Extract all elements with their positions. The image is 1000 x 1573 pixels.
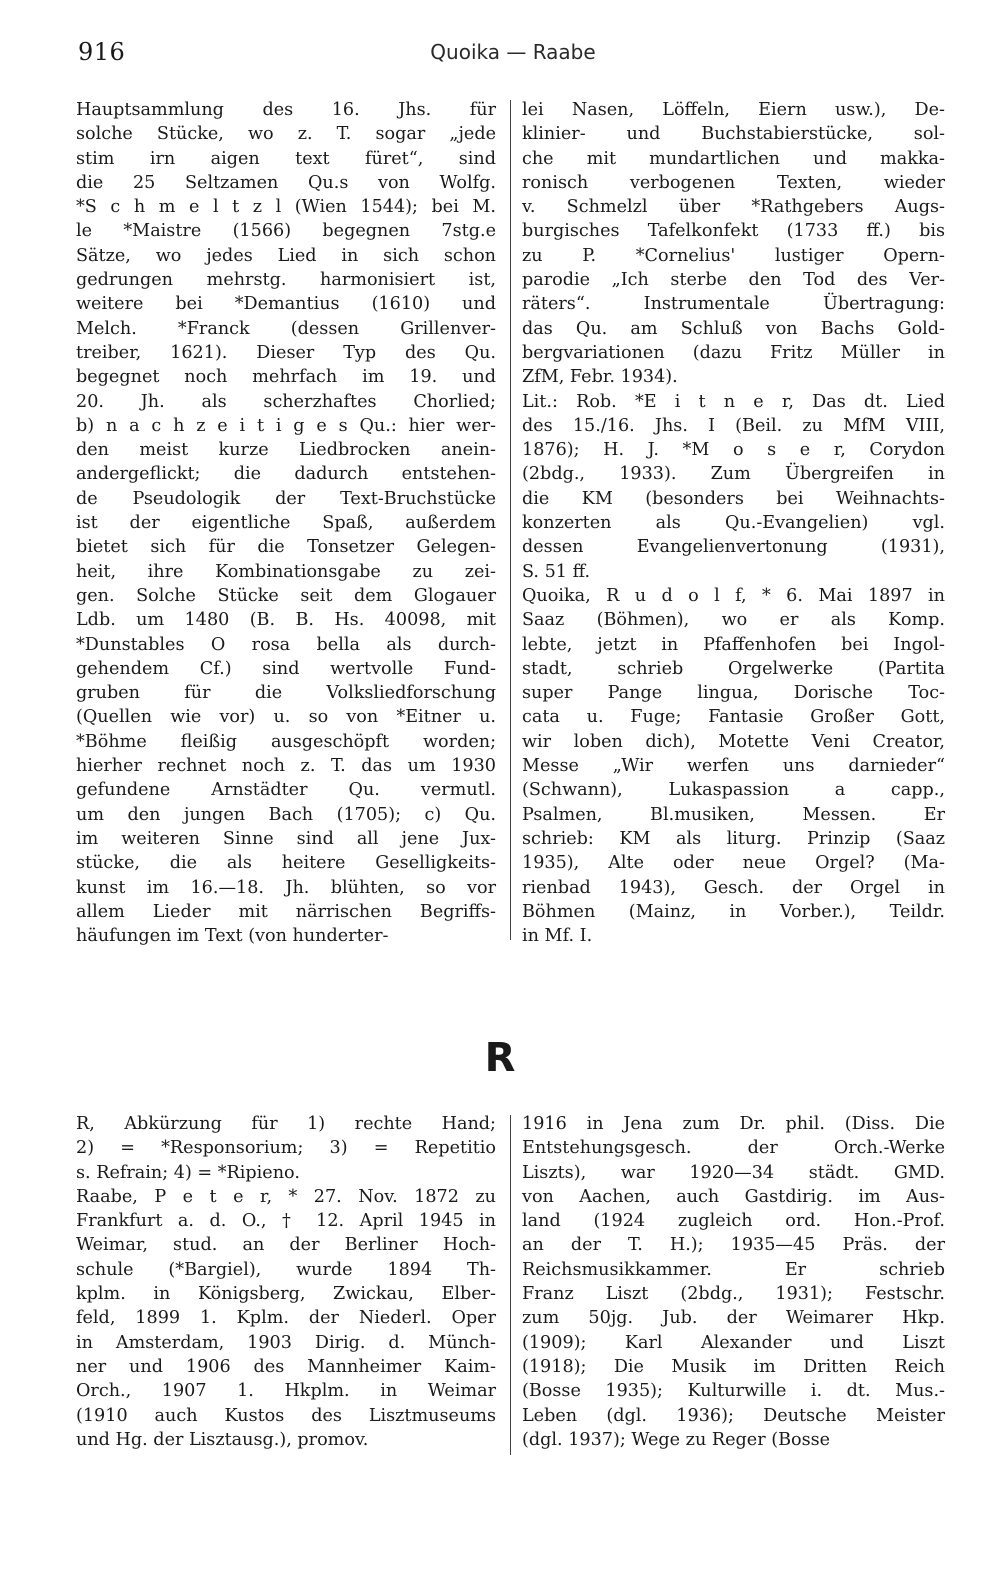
text-line: Entstehungsgesch. der Orch.-Werke bbox=[522, 1138, 945, 1159]
text-line: ist der eigentliche Spaß, außerdem bbox=[76, 513, 496, 534]
text-line: das Qu. am Schluß von Bachs Gold- bbox=[522, 318, 945, 339]
text-line: *S c h m e l t z l (Wien 1544); bei M. bbox=[76, 197, 496, 218]
text-line: Liszts), war 1920—34 städt. GMD. bbox=[522, 1162, 945, 1183]
text-line: dessen Evangelienvertonung (1931), bbox=[522, 537, 945, 558]
text-line: bietet sich für die Tonsetzer Gelegen- bbox=[76, 537, 496, 558]
text-line: ronisch verbogenen Texten, wieder bbox=[522, 172, 945, 193]
text-line: burgisches Tafelkonfekt (1733 ff.) bis bbox=[522, 221, 945, 242]
text-line: (Quellen wie vor) u. so von *Eitner u. bbox=[76, 707, 496, 728]
section-letter: R bbox=[484, 1035, 516, 1081]
text-line: S. 51 ff. bbox=[522, 561, 591, 582]
text-line: (1910 auch Kustos des Lisztmuseums bbox=[76, 1405, 496, 1426]
text-line: allem Lieder mit närrischen Begriffs- bbox=[76, 901, 496, 922]
text-line: gehendem Cf.) sind wertvolle Fund- bbox=[76, 658, 496, 679]
text-line: zum 50jg. Jub. der Weimarer Hkp. bbox=[522, 1308, 945, 1329]
text-line: Saaz (Böhmen), wo er als Komp. bbox=[522, 610, 945, 631]
text-line: Psalmen, Bl.musiken, Messen. Er bbox=[522, 804, 945, 825]
text-line: 2) = *Responsorium; 3) = Repetitio bbox=[76, 1138, 496, 1159]
text-line: parodie „Ich sterbe den Tod des Ver- bbox=[522, 270, 945, 291]
text-line: stadt, schrieb Orgelwerke (Partita bbox=[522, 658, 945, 679]
text-line: Melch. *Franck (dessen Grillenver- bbox=[76, 318, 496, 339]
page-header bbox=[78, 38, 948, 72]
column-bottom-right bbox=[522, 1112, 945, 1452]
text-line: s. Refrain; 4) = *Ripieno. bbox=[76, 1162, 300, 1183]
text-line: (dgl. 1937); Wege zu Reger (Bosse bbox=[522, 1429, 831, 1450]
text-line: schrieb: KM als liturg. Prinzip (Saaz bbox=[522, 828, 945, 849]
text-line: b) n a c h z e i t i g e s Qu.: hier wer- bbox=[76, 415, 496, 436]
text-line: Ldb. um 1480 (B. B. Hs. 40098, mit bbox=[76, 610, 496, 631]
text-line: super Pange lingua, Dorische Toc- bbox=[522, 683, 945, 704]
text-line: um den jungen Bach (1705); c) Qu. bbox=[76, 804, 496, 825]
text-line: (Bosse 1935); Kulturwille i. dt. Mus.- bbox=[522, 1381, 945, 1402]
text-line: treiber, 1621). Dieser Typ des Qu. bbox=[76, 342, 496, 363]
text-line: kplm. in Königsberg, Zwickau, Elber- bbox=[76, 1284, 496, 1305]
text-line: konzerten als Qu.-Evangelien) vgl. bbox=[522, 513, 945, 534]
text-line: Raabe, P e t e r, * 27. Nov. 1872 zu bbox=[76, 1186, 496, 1207]
text-line: Weimar, stud. an der Berliner Hoch- bbox=[76, 1235, 496, 1256]
text-line: *Böhme fleißig ausgeschöpft worden; bbox=[76, 731, 496, 752]
text-line: Franz Liszt (2bdg., 1931); Festschr. bbox=[522, 1284, 945, 1305]
column-divider-top bbox=[510, 100, 511, 940]
text-line: des 15./16. Jhs. I (Beil. zu MfM VIII, bbox=[522, 415, 945, 436]
text-line: solche Stücke, wo z. T. sogar „jede bbox=[76, 124, 496, 145]
text-line: Sätze, wo jedes Lied in sich schon bbox=[76, 245, 496, 266]
text-line: häufungen im Text (von hunderter- bbox=[76, 926, 389, 947]
text-line: an der T. H.); 1935—45 Präs. der bbox=[522, 1235, 945, 1256]
text-line: schule (*Bargiel), wurde 1894 Th- bbox=[76, 1259, 496, 1280]
text-line: Hauptsammlung des 16. Jhs. für bbox=[76, 100, 496, 120]
text-line: andergeflickt; die dadurch entstehen- bbox=[76, 464, 496, 485]
text-line: stim irn aigen text füret“, sind bbox=[76, 148, 496, 169]
text-line: (Schwann), Lukaspassion a capp., bbox=[522, 780, 945, 801]
text-line: (2bdg., 1933). Zum Übergreifen in bbox=[522, 464, 945, 485]
text-line: zu P. *Cornelius' lustiger Opern- bbox=[522, 245, 945, 266]
text-line: 1916 in Jena zum Dr. phil. (Diss. Die bbox=[522, 1114, 945, 1134]
text-line: R, Abkürzung für 1) rechte Hand; bbox=[76, 1114, 496, 1134]
text-line: begegnet noch mehrfach im 19. und bbox=[76, 367, 496, 388]
text-line: den meist kurze Liedbrocken anein- bbox=[76, 440, 496, 461]
running-head: Quoika — Raabe bbox=[430, 40, 596, 64]
text-line: kunst im 16.—18. Jh. blühten, so vor bbox=[76, 877, 496, 898]
text-line: von Aachen, auch Gastdirig. im Aus- bbox=[522, 1186, 945, 1207]
text-line: die KM (besonders bei Weihnachts- bbox=[522, 488, 945, 509]
text-line: klinier- und Buchstabierstücke, sol- bbox=[522, 124, 945, 145]
text-line: 1935), Alte oder neue Orgel? (Ma- bbox=[522, 853, 945, 874]
text-line: le *Maistre (1566) begegnen 7stg.e bbox=[76, 221, 496, 242]
text-line: lei Nasen, Löffeln, Eiern usw.), De- bbox=[522, 100, 945, 120]
text-line: wir loben dich), Motette Veni Creator, bbox=[522, 731, 945, 752]
text-line: gedrungen mehrstg. harmonisiert ist, bbox=[76, 270, 496, 291]
text-line: die 25 Seltzamen Qu.s von Wolfg. bbox=[76, 172, 496, 193]
text-line: che mit mundartlichen und makka- bbox=[522, 148, 945, 169]
text-line: 1876); H. J. *M o s e r, Corydon bbox=[522, 440, 945, 461]
text-line: Böhmen (Mainz, in Vorber.), Teildr. bbox=[522, 901, 945, 922]
column-bottom-left bbox=[76, 1112, 496, 1452]
text-line: in Mf. I. bbox=[522, 926, 593, 947]
text-line: heit, ihre Kombinationsgabe zu zei- bbox=[76, 561, 496, 582]
text-line: räters“. Instrumentale Übertragung: bbox=[522, 294, 945, 315]
text-line: 20. Jh. als scherzhaftes Chorlied; bbox=[76, 391, 496, 412]
text-line: (1918); Die Musik im Dritten Reich bbox=[522, 1356, 945, 1377]
text-line: gruben für die Volksliedforschung bbox=[76, 683, 496, 704]
page-number: 916 bbox=[78, 38, 126, 66]
text-line: Lit.: Rob. *E i t n e r, Das dt. Lied bbox=[522, 391, 945, 412]
text-line: cata u. Fuge; Fantasie Großer Gott, bbox=[522, 707, 945, 728]
text-line: und Hg. der Lisztausg.), promov. bbox=[76, 1429, 369, 1450]
text-line: Messe „Wir werfen uns darnieder“ bbox=[522, 756, 945, 777]
text-line: gen. Solche Stücke seit dem Glogauer bbox=[76, 585, 496, 606]
text-line: Leben (dgl. 1936); Deutsche Meister bbox=[522, 1405, 945, 1426]
text-line: *Dunstables O rosa bella als durch- bbox=[76, 634, 496, 655]
text-line: v. Schmelzl über *Rathgebers Augs- bbox=[522, 197, 945, 218]
text-line: de Pseudologik der Text-Bruchstücke bbox=[76, 488, 496, 509]
text-line: gefundene Arnstädter Qu. vermutl. bbox=[76, 780, 496, 801]
text-line: stücke, die als heitere Geselligkeits- bbox=[76, 853, 496, 874]
text-line: im weiteren Sinne sind all jene Jux- bbox=[76, 828, 496, 849]
text-line: ner und 1906 des Mannheimer Kaim- bbox=[76, 1356, 496, 1377]
column-divider-bottom bbox=[510, 1115, 511, 1455]
text-line: (1909); Karl Alexander und Liszt bbox=[522, 1332, 945, 1353]
text-line: Reichsmusikkammer. Er schrieb bbox=[522, 1259, 945, 1280]
text-line: bergvariationen (dazu Fritz Müller in bbox=[522, 342, 945, 363]
text-line: Orch., 1907 1. Hkplm. in Weimar bbox=[76, 1381, 496, 1402]
text-line: Frankfurt a. d. O., † 12. April 1945 in bbox=[76, 1211, 496, 1232]
text-line: rienbad 1943), Gesch. der Orgel in bbox=[522, 877, 945, 898]
text-line: feld, 1899 1. Kplm. der Niederl. Oper bbox=[76, 1308, 496, 1329]
column-top-left bbox=[76, 98, 496, 948]
text-line: hierher rechnet noch z. T. das um 1930 bbox=[76, 756, 496, 777]
text-line: in Amsterdam, 1903 Dirig. d. Münch- bbox=[76, 1332, 496, 1353]
text-line: lebte, jetzt in Pfaffenhofen bei Ingol- bbox=[522, 634, 945, 655]
text-line: weitere bei *Demantius (1610) und bbox=[76, 294, 496, 315]
text-line: land (1924 zugleich ord. Hon.-Prof. bbox=[522, 1211, 945, 1232]
text-line: ZfM, Febr. 1934). bbox=[522, 367, 678, 388]
column-top-right bbox=[522, 98, 945, 948]
text-line: Quoika, R u d o l f, * 6. Mai 1897 in bbox=[522, 585, 945, 606]
